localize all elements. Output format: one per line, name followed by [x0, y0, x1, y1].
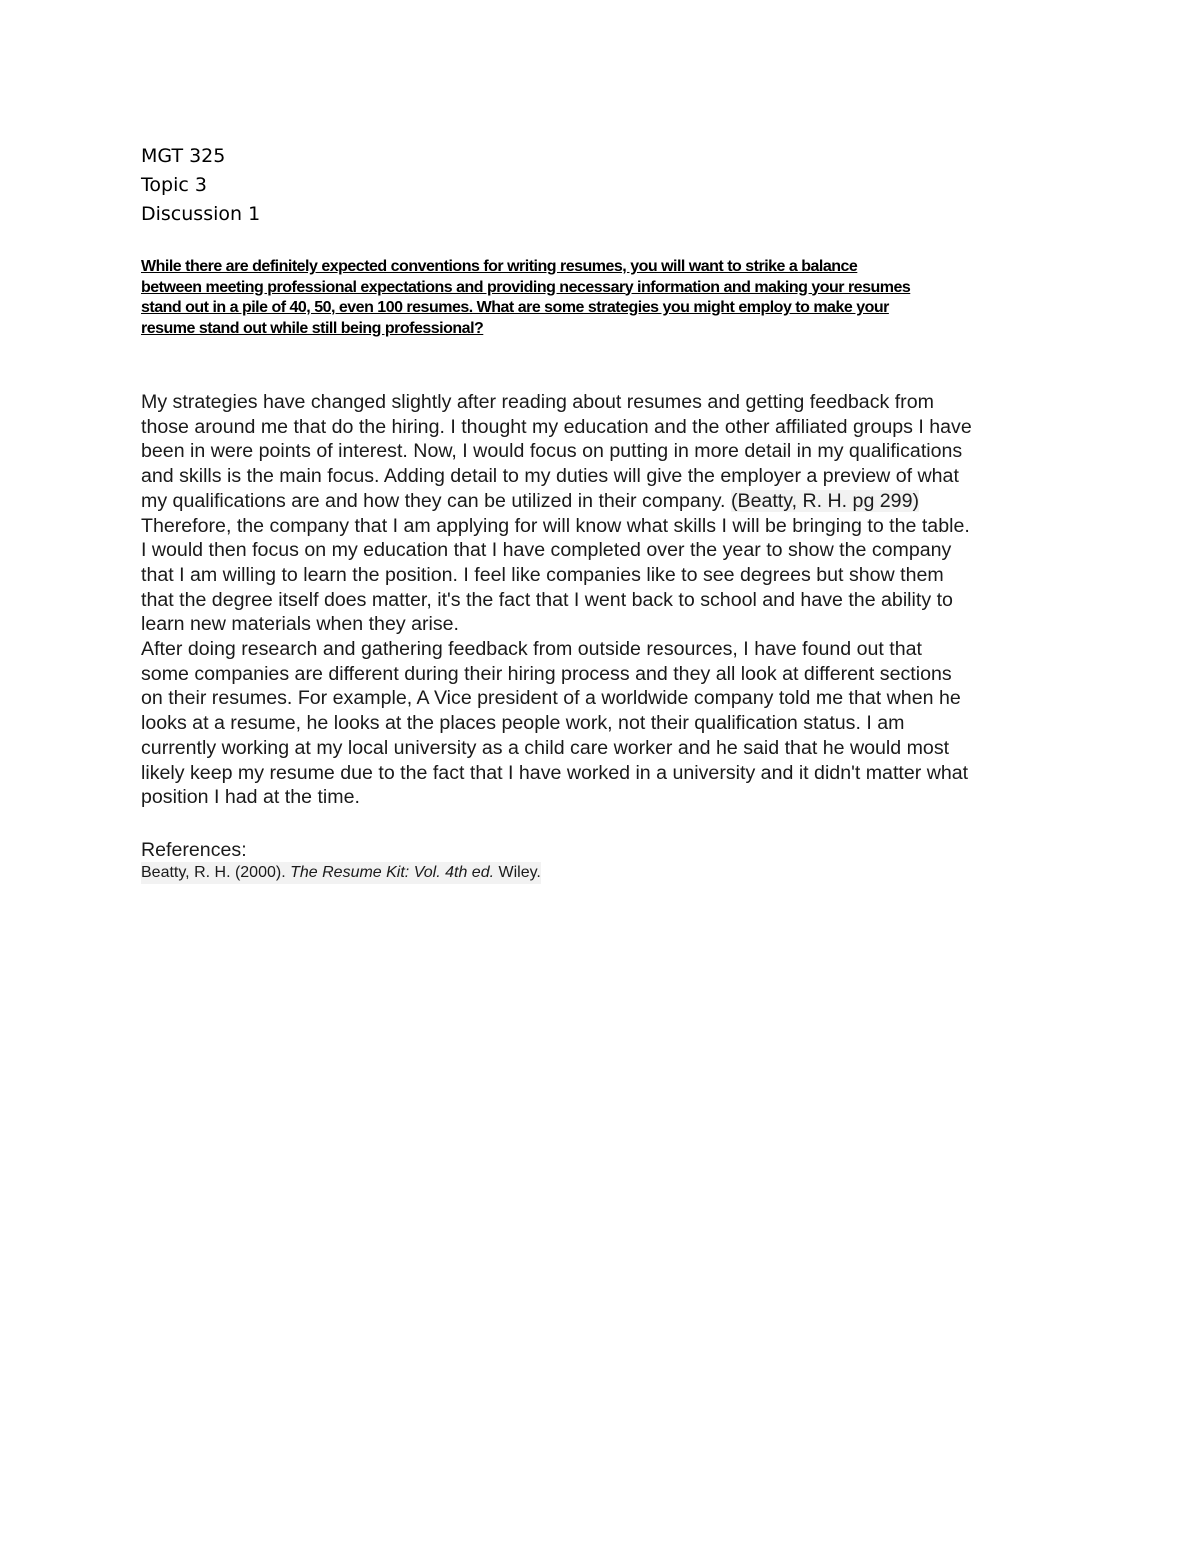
- body-line: I would then focus on my education that I have completed over the year to show the company: [141, 539, 952, 562]
- reference-entry: [141, 862, 541, 884]
- body-line: my qualifications are and how they can be utilized in their company.: [141, 489, 726, 512]
- body-line: some companies are different during their hiring process and they all look at different sections: [141, 662, 952, 685]
- body-line-with-citation: [141, 489, 1081, 514]
- response-body: [141, 390, 1081, 810]
- prompt-line: between meeting professional expectations and providing necessary information and making your resumes: [141, 278, 911, 296]
- prompt-line: stand out in a pile of 40, 50, even 100 resumes. What are some strategies you might employ to make your: [141, 299, 889, 316]
- topic-label: Topic 3: [141, 174, 207, 196]
- body-line: currently working at my local university as a child care worker and he said that he would most: [141, 736, 950, 759]
- body-line: and skills is the main focus. Adding detail to my duties will give the employer a preview of what: [141, 465, 959, 488]
- body-line: learn new materials when they arise.: [141, 613, 460, 636]
- body-line: looks at a resume, he looks at the places people work, not their qualification status. I am: [141, 712, 905, 735]
- body-line: position I had at the time.: [141, 786, 360, 809]
- reference-publisher: Wiley.: [494, 864, 541, 881]
- body-line: on their resumes. For example, A Vice president of a worldwide company told me that when he: [141, 687, 961, 710]
- in-text-citation: (Beatty, R. H. pg 299): [730, 489, 920, 512]
- body-line: My strategies have changed slightly after reading about resumes and getting feedback from: [141, 391, 934, 413]
- prompt-line: resume stand out while still being professional?: [141, 319, 484, 337]
- references-heading: References:: [141, 839, 247, 861]
- reference-title: The Resume Kit: Vol. 4th ed.: [290, 864, 495, 881]
- discussion-prompt: [141, 257, 1041, 339]
- document-header: [141, 142, 260, 229]
- body-line: been in were points of interest. Now, I would focus on putting in more detail in my qualifications: [141, 440, 963, 463]
- body-line: those around me that do the hiring. I thought my education and the other affiliated groups I have: [141, 415, 972, 438]
- body-line: After doing research and gathering feedback from outside resources, I have found out that: [141, 638, 922, 661]
- body-line: likely keep my resume due to the fact that I have worked in a university and it didn't matter what: [141, 761, 969, 784]
- discussion-label: Discussion 1: [141, 203, 261, 225]
- body-line: Therefore, the company that I am applying for will know what skills I will be bringing to the table.: [141, 514, 970, 537]
- body-line: that I am willing to learn the position. I feel like companies like to see degrees but show them: [141, 563, 944, 586]
- reference-author: Beatty, R. H. (2000).: [141, 864, 291, 881]
- body-line: that the degree itself does matter, it's the fact that I went back to school and have the ability to: [141, 588, 953, 611]
- prompt-line: While there are definitely expected conventions for writing resumes, you will want to strike a balance: [141, 258, 858, 275]
- course-code: MGT 325: [141, 145, 226, 167]
